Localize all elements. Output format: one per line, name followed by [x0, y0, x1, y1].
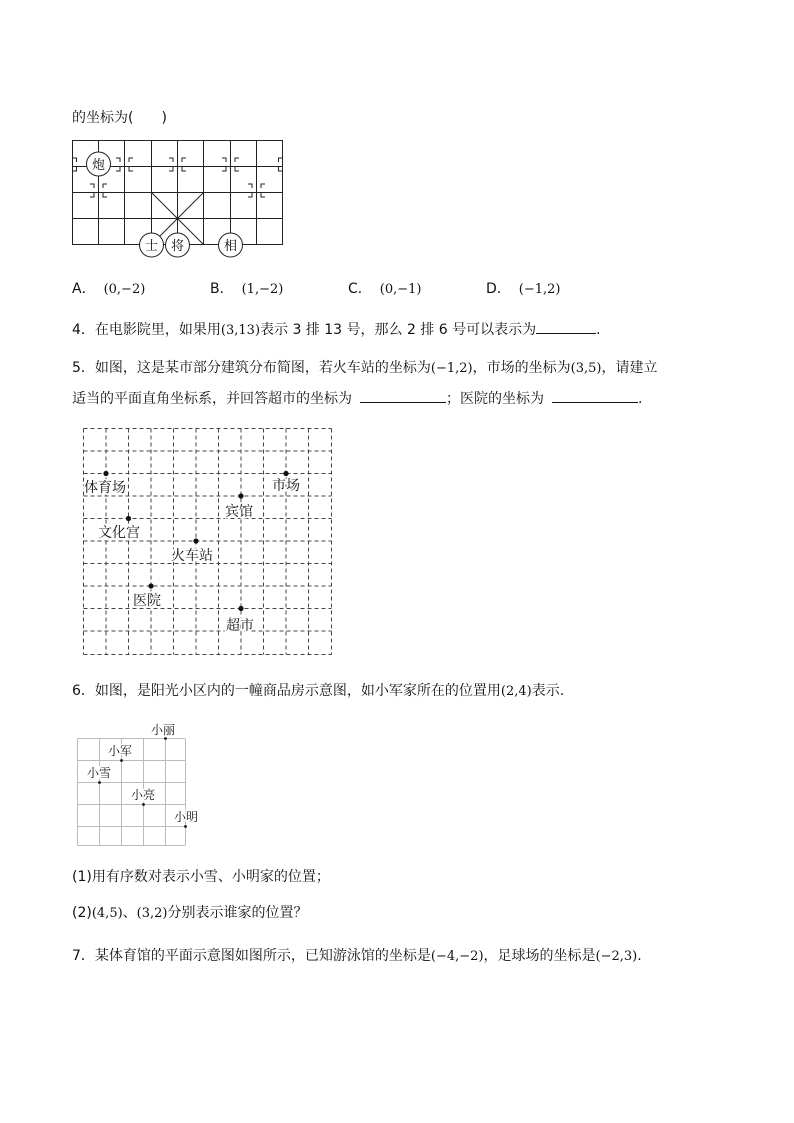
q3-option-c: C． (0,−1) [348, 281, 422, 297]
q3-option-a: A． (0,−2) [72, 281, 146, 297]
label-hospital: 医院 [133, 593, 161, 609]
point-train-station [193, 538, 198, 543]
label-cultural-palace: 文化宫 [98, 525, 140, 541]
q5-hospital-blank [552, 388, 638, 403]
piece-xiang [219, 233, 243, 257]
point-cultural-palace [126, 516, 131, 521]
q3-stem: 的坐标为( ) [72, 110, 167, 126]
label-hotel: 宾馆 [225, 504, 253, 520]
label-stadium: 体育场 [84, 480, 126, 496]
q6-stem: 6．如图，是阳光小区内的一幢商品房示意图，如小军家所在的位置用(2,4)表示. [72, 683, 565, 699]
q6-building-grid [76, 718, 206, 850]
point-supermarket [238, 606, 243, 611]
point-stadium [103, 471, 108, 476]
q6-sub1: (1)用有序数对表示小雪、小明家的位置； [72, 869, 330, 885]
svg-text:将: 将 [170, 239, 185, 254]
q3-option-d: D． (−1,2) [486, 281, 561, 297]
label-train-station: 火车站 [171, 548, 213, 564]
q6-sub2: (2)(4,5)、(3,2)分别表示谁家的位置？ [72, 905, 308, 921]
svg-text:士: 士 [144, 239, 159, 254]
name-xiaoli: 小丽 [151, 723, 176, 737]
name-xiaoxue: 小雪 [87, 766, 112, 780]
chess-board-figure [70, 138, 286, 260]
label-market: 市场 [272, 478, 300, 494]
point-hotel [238, 493, 243, 498]
q5-line1: 5．如图，这是某市部分建筑分布简图，若火车站的坐标为(−1,2)，市场的坐标为(3,5)，请建立 [72, 360, 658, 376]
svg-text:相: 相 [223, 239, 238, 254]
name-xiaoming: 小明 [174, 810, 199, 824]
q5-line2: 适当的平面直角坐标系，并回答超市的坐标为 ；医院的坐标为 . [72, 388, 642, 408]
map-grid [84, 429, 332, 655]
q5-city-map [83, 428, 335, 658]
point-market [283, 471, 288, 476]
piece-pao [87, 152, 111, 176]
q3-option-b: B． (1,−2) [210, 281, 284, 297]
piece-jiang [166, 233, 190, 257]
q5-supermarket-blank [360, 388, 446, 403]
q4-answer-blank [536, 319, 596, 334]
name-xiaoliang: 小亮 [131, 788, 156, 802]
svg-text:炮: 炮 [91, 158, 106, 173]
q4-text: 4．在电影院里，如果用(3,13)表示 3 排 13 号，那么 2 排 6 号可以表示为 . [72, 319, 601, 339]
name-xiaojun: 小军 [108, 744, 133, 758]
point-hospital [148, 583, 153, 588]
label-supermarket: 超市 [226, 618, 254, 634]
q7-text: 7．某体育馆的平面示意图如图所示，已知游泳馆的坐标是(−4,−2)，足球场的坐标是(−2,3). [72, 948, 642, 964]
piece-shi [140, 233, 164, 257]
